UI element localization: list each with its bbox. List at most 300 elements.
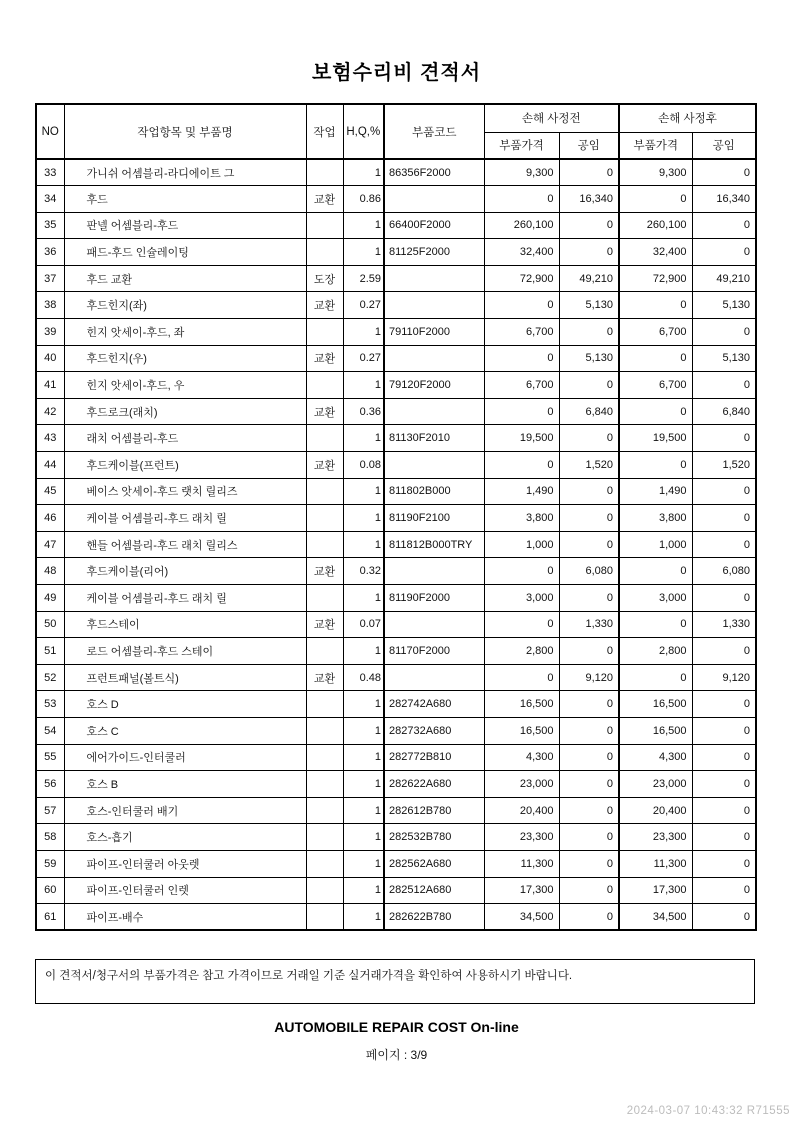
work-type-cell — [306, 319, 343, 346]
no-cell: 38 — [36, 292, 64, 319]
repair-estimate-table — [35, 103, 757, 931]
no-cell: 41 — [36, 372, 64, 399]
col-header-hq: H,Q,% — [343, 104, 384, 159]
item-name-cell: 힌지 앗세이-후드, 우 — [64, 372, 306, 399]
part-code-cell — [384, 664, 484, 691]
work-type-cell — [306, 425, 343, 452]
hq-percent-cell: 1 — [343, 797, 384, 824]
labor-before-cell: 0 — [559, 531, 619, 558]
work-type-cell — [306, 691, 343, 718]
hq-percent-cell: 1 — [343, 824, 384, 851]
part-code-cell: 81125F2000 — [384, 239, 484, 266]
part-code-cell — [384, 265, 484, 292]
table-row — [36, 505, 756, 532]
work-type-cell — [306, 505, 343, 532]
hq-percent-cell: 1 — [343, 850, 384, 877]
item-name-cell: 프런트패널(볼트식) — [64, 664, 306, 691]
work-type-cell — [306, 744, 343, 771]
no-cell: 34 — [36, 186, 64, 213]
table-row — [36, 850, 756, 877]
part-price-after-cell: 0 — [619, 558, 692, 585]
part-price-after-cell: 2,800 — [619, 638, 692, 665]
part-price-before-cell: 19,500 — [484, 425, 559, 452]
labor-after-cell: 0 — [692, 904, 756, 931]
part-price-before-cell: 260,100 — [484, 212, 559, 239]
part-code-cell: 282512A680 — [384, 877, 484, 904]
part-code-cell — [384, 611, 484, 638]
item-name-cell: 로드 어셈블리-후드 스테이 — [64, 638, 306, 665]
part-price-after-cell: 16,500 — [619, 691, 692, 718]
labor-before-cell: 0 — [559, 717, 619, 744]
item-name-cell: 호스-흡기 — [64, 824, 306, 851]
hq-percent-cell: 1 — [343, 691, 384, 718]
part-code-cell: 79120F2000 — [384, 372, 484, 399]
no-cell: 44 — [36, 452, 64, 479]
table-row — [36, 797, 756, 824]
part-price-after-cell: 72,900 — [619, 265, 692, 292]
part-price-before-cell: 16,500 — [484, 717, 559, 744]
labor-after-cell: 9,120 — [692, 664, 756, 691]
col-header-labor-before: 공임 — [559, 132, 619, 159]
hq-percent-cell: 1 — [343, 319, 384, 346]
no-cell: 58 — [36, 824, 64, 851]
table-row — [36, 372, 756, 399]
no-cell: 51 — [36, 638, 64, 665]
hq-percent-cell: 1 — [343, 585, 384, 612]
labor-before-cell: 16,340 — [559, 186, 619, 213]
estimate-table-body — [36, 159, 756, 930]
part-code-cell — [384, 452, 484, 479]
labor-before-cell: 49,210 — [559, 265, 619, 292]
item-name-cell: 후드힌지(우) — [64, 345, 306, 372]
part-price-after-cell: 0 — [619, 398, 692, 425]
part-price-after-cell: 0 — [619, 452, 692, 479]
part-price-after-cell: 3,000 — [619, 585, 692, 612]
part-price-before-cell: 1,490 — [484, 478, 559, 505]
labor-before-cell: 0 — [559, 585, 619, 612]
labor-after-cell: 0 — [692, 319, 756, 346]
labor-after-cell: 0 — [692, 212, 756, 239]
item-name-cell: 가니쉬 어셈블리-라디에이트 그 — [64, 159, 306, 186]
labor-before-cell: 0 — [559, 744, 619, 771]
part-code-cell: 81130F2010 — [384, 425, 484, 452]
labor-before-cell: 6,840 — [559, 398, 619, 425]
part-price-before-cell: 9,300 — [484, 159, 559, 186]
item-name-cell: 후드 — [64, 186, 306, 213]
item-name-cell: 후드로크(래치) — [64, 398, 306, 425]
labor-after-cell: 0 — [692, 239, 756, 266]
item-name-cell: 케이블 어셈블리-후드 래치 릴 — [64, 585, 306, 612]
table-row — [36, 452, 756, 479]
labor-after-cell: 0 — [692, 691, 756, 718]
item-name-cell: 패드-후드 인슐레이팅 — [64, 239, 306, 266]
labor-after-cell: 0 — [692, 797, 756, 824]
hq-percent-cell: 1 — [343, 212, 384, 239]
part-price-after-cell: 32,400 — [619, 239, 692, 266]
labor-before-cell: 0 — [559, 824, 619, 851]
col-header-item: 작업항목 및 부품명 — [64, 104, 306, 159]
labor-after-cell: 0 — [692, 425, 756, 452]
part-price-before-cell: 0 — [484, 611, 559, 638]
hq-percent-cell: 0.86 — [343, 186, 384, 213]
col-header-work: 작업 — [306, 104, 343, 159]
hq-percent-cell: 0.27 — [343, 345, 384, 372]
part-code-cell: 81170F2000 — [384, 638, 484, 665]
part-code-cell: 66400F2000 — [384, 212, 484, 239]
work-type-cell: 교환 — [306, 398, 343, 425]
work-type-cell — [306, 159, 343, 186]
table-row — [36, 186, 756, 213]
labor-after-cell: 1,520 — [692, 452, 756, 479]
part-price-before-cell: 72,900 — [484, 265, 559, 292]
work-type-cell — [306, 239, 343, 266]
labor-before-cell: 0 — [559, 904, 619, 931]
item-name-cell: 에어가이드-인터쿨러 — [64, 744, 306, 771]
part-price-before-cell: 0 — [484, 186, 559, 213]
table-row — [36, 159, 756, 186]
part-price-before-cell: 0 — [484, 452, 559, 479]
labor-after-cell: 49,210 — [692, 265, 756, 292]
col-header-part-price-after: 부품가격 — [619, 132, 692, 159]
work-type-cell — [306, 212, 343, 239]
part-price-before-cell: 1,000 — [484, 531, 559, 558]
hq-percent-cell: 1 — [343, 904, 384, 931]
page-indicator: 페이지 : 3/9 — [365, 1048, 428, 1062]
part-price-before-cell: 23,300 — [484, 824, 559, 851]
work-type-cell: 교환 — [306, 558, 343, 585]
labor-after-cell: 0 — [692, 850, 756, 877]
hq-percent-cell: 1 — [343, 505, 384, 532]
part-price-after-cell: 11,300 — [619, 850, 692, 877]
part-price-before-cell: 17,300 — [484, 877, 559, 904]
work-type-cell — [306, 717, 343, 744]
no-cell: 53 — [36, 691, 64, 718]
part-code-cell — [384, 558, 484, 585]
no-cell: 57 — [36, 797, 64, 824]
print-timestamp: 2024-03-07 10:43:32 R71555 — [626, 1105, 790, 1117]
part-code-cell: 811802B000 — [384, 478, 484, 505]
no-cell: 60 — [36, 877, 64, 904]
hq-percent-cell: 1 — [343, 425, 384, 452]
labor-after-cell: 0 — [692, 585, 756, 612]
work-type-cell: 교환 — [306, 611, 343, 638]
labor-before-cell: 9,120 — [559, 664, 619, 691]
part-code-cell: 282622A680 — [384, 771, 484, 798]
col-group-after-assessment: 손해 사정후 — [619, 104, 756, 132]
table-row — [36, 345, 756, 372]
table-row — [36, 319, 756, 346]
work-type-cell — [306, 478, 343, 505]
part-price-after-cell: 3,800 — [619, 505, 692, 532]
table-row — [36, 744, 756, 771]
item-name-cell: 후드힌지(좌) — [64, 292, 306, 319]
part-price-before-cell: 3,000 — [484, 585, 559, 612]
table-row — [36, 212, 756, 239]
part-price-after-cell: 6,700 — [619, 372, 692, 399]
part-price-before-cell: 0 — [484, 558, 559, 585]
part-price-before-cell: 0 — [484, 345, 559, 372]
hq-percent-cell: 1 — [343, 372, 384, 399]
labor-before-cell: 0 — [559, 771, 619, 798]
labor-after-cell: 6,840 — [692, 398, 756, 425]
table-row — [36, 771, 756, 798]
hq-percent-cell: 1 — [343, 744, 384, 771]
item-name-cell: 핸들 어셈블리-후드 래치 릴리스 — [64, 531, 306, 558]
item-name-cell: 후드케이블(리어) — [64, 558, 306, 585]
labor-after-cell: 16,340 — [692, 186, 756, 213]
part-price-before-cell: 16,500 — [484, 691, 559, 718]
part-price-before-cell: 6,700 — [484, 372, 559, 399]
part-price-after-cell: 16,500 — [619, 717, 692, 744]
work-type-cell — [306, 877, 343, 904]
table-row — [36, 398, 756, 425]
hq-percent-cell: 1 — [343, 638, 384, 665]
labor-before-cell: 0 — [559, 797, 619, 824]
table-row — [36, 425, 756, 452]
col-header-part-price-before: 부품가격 — [484, 132, 559, 159]
hq-percent-cell: 0.48 — [343, 664, 384, 691]
labor-before-cell: 0 — [559, 319, 619, 346]
table-header — [36, 104, 756, 159]
no-cell: 49 — [36, 585, 64, 612]
part-price-after-cell: 1,000 — [619, 531, 692, 558]
no-cell: 54 — [36, 717, 64, 744]
no-cell: 55 — [36, 744, 64, 771]
part-code-cell: 282742A680 — [384, 691, 484, 718]
item-name-cell: 호스 D — [64, 691, 306, 718]
part-price-after-cell: 9,300 — [619, 159, 692, 186]
no-cell: 40 — [36, 345, 64, 372]
footer-brand: AUTOMOBILE REPAIR COST On-line — [274, 1019, 519, 1035]
labor-before-cell: 0 — [559, 505, 619, 532]
part-code-cell: 282532B780 — [384, 824, 484, 851]
work-type-cell — [306, 531, 343, 558]
hq-percent-cell: 0.07 — [343, 611, 384, 638]
hq-percent-cell: 2.59 — [343, 265, 384, 292]
item-name-cell: 판넬 어셈블리-후드 — [64, 212, 306, 239]
hq-percent-cell: 0.08 — [343, 452, 384, 479]
no-cell: 47 — [36, 531, 64, 558]
work-type-cell: 교환 — [306, 345, 343, 372]
part-price-before-cell: 4,300 — [484, 744, 559, 771]
col-header-part-code: 부품코드 — [384, 104, 484, 159]
part-price-after-cell: 19,500 — [619, 425, 692, 452]
labor-after-cell: 0 — [692, 771, 756, 798]
hq-percent-cell: 0.27 — [343, 292, 384, 319]
labor-after-cell: 0 — [692, 478, 756, 505]
table-row — [36, 478, 756, 505]
no-cell: 46 — [36, 505, 64, 532]
part-price-before-cell: 0 — [484, 398, 559, 425]
col-group-before-assessment: 손해 사정전 — [484, 104, 619, 132]
work-type-cell — [306, 824, 343, 851]
part-price-after-cell: 0 — [619, 292, 692, 319]
item-name-cell: 파이프-배수 — [64, 904, 306, 931]
work-type-cell — [306, 372, 343, 399]
hq-percent-cell: 1 — [343, 239, 384, 266]
table-row — [36, 664, 756, 691]
part-code-cell: 81190F2100 — [384, 505, 484, 532]
part-code-cell: 81190F2000 — [384, 585, 484, 612]
part-price-before-cell: 2,800 — [484, 638, 559, 665]
no-cell: 56 — [36, 771, 64, 798]
table-row — [36, 877, 756, 904]
part-code-cell: 282622B780 — [384, 904, 484, 931]
work-type-cell — [306, 638, 343, 665]
no-cell: 45 — [36, 478, 64, 505]
part-price-after-cell: 0 — [619, 186, 692, 213]
part-price-before-cell: 32,400 — [484, 239, 559, 266]
no-cell: 39 — [36, 319, 64, 346]
labor-before-cell: 1,330 — [559, 611, 619, 638]
table-row — [36, 904, 756, 931]
item-name-cell: 래치 어셈블리-후드 — [64, 425, 306, 452]
page-title: 보험수리비 견적서 — [311, 62, 482, 84]
part-code-cell: 86356F2000 — [384, 159, 484, 186]
labor-before-cell: 0 — [559, 425, 619, 452]
item-name-cell: 후드케이블(프런트) — [64, 452, 306, 479]
notice-text: 이 견적서/청구서의 부품가격은 참고 가격이므로 거래일 기준 실거래가격을 확인하여 사용하시기 바랍니다. — [45, 970, 573, 982]
no-cell: 43 — [36, 425, 64, 452]
hq-percent-cell: 1 — [343, 717, 384, 744]
col-header-no: NO — [36, 104, 64, 159]
work-type-cell: 도장 — [306, 265, 343, 292]
labor-before-cell: 0 — [559, 691, 619, 718]
part-code-cell: 282562A680 — [384, 850, 484, 877]
part-code-cell: 282732A680 — [384, 717, 484, 744]
labor-after-cell: 0 — [692, 372, 756, 399]
notice-box — [35, 959, 755, 1004]
part-price-before-cell: 34,500 — [484, 904, 559, 931]
item-name-cell: 파이프-인터쿨러 인렛 — [64, 877, 306, 904]
part-price-before-cell: 3,800 — [484, 505, 559, 532]
labor-after-cell: 5,130 — [692, 345, 756, 372]
part-code-cell: 282612B780 — [384, 797, 484, 824]
part-price-before-cell: 0 — [484, 292, 559, 319]
table-row — [36, 265, 756, 292]
part-price-before-cell: 0 — [484, 664, 559, 691]
item-name-cell: 후드스테이 — [64, 611, 306, 638]
item-name-cell: 호스 B — [64, 771, 306, 798]
labor-before-cell: 1,520 — [559, 452, 619, 479]
part-price-after-cell: 0 — [619, 611, 692, 638]
labor-before-cell: 0 — [559, 478, 619, 505]
table-row — [36, 292, 756, 319]
part-price-after-cell: 1,490 — [619, 478, 692, 505]
table-row — [36, 638, 756, 665]
work-type-cell — [306, 797, 343, 824]
work-type-cell: 교환 — [306, 664, 343, 691]
no-cell: 33 — [36, 159, 64, 186]
table-row — [36, 691, 756, 718]
table-row — [36, 611, 756, 638]
part-code-cell — [384, 292, 484, 319]
work-type-cell — [306, 850, 343, 877]
labor-after-cell: 0 — [692, 824, 756, 851]
labor-before-cell: 5,130 — [559, 345, 619, 372]
part-price-after-cell: 4,300 — [619, 744, 692, 771]
work-type-cell — [306, 585, 343, 612]
part-price-after-cell: 23,000 — [619, 771, 692, 798]
part-price-after-cell: 23,300 — [619, 824, 692, 851]
item-name-cell: 케이블 어셈블리-후드 래치 릴 — [64, 505, 306, 532]
no-cell: 50 — [36, 611, 64, 638]
labor-after-cell: 0 — [692, 505, 756, 532]
labor-after-cell: 0 — [692, 531, 756, 558]
labor-after-cell: 6,080 — [692, 558, 756, 585]
labor-after-cell: 0 — [692, 877, 756, 904]
hq-percent-cell: 1 — [343, 159, 384, 186]
labor-before-cell: 0 — [559, 850, 619, 877]
part-price-before-cell: 20,400 — [484, 797, 559, 824]
work-type-cell: 교환 — [306, 452, 343, 479]
table-row — [36, 824, 756, 851]
part-code-cell — [384, 345, 484, 372]
hq-percent-cell: 0.36 — [343, 398, 384, 425]
table-row — [36, 558, 756, 585]
part-price-after-cell: 0 — [619, 345, 692, 372]
no-cell: 59 — [36, 850, 64, 877]
item-name-cell: 힌지 앗세이-후드, 좌 — [64, 319, 306, 346]
item-name-cell: 파이프-인터쿨러 아웃렛 — [64, 850, 306, 877]
part-code-cell — [384, 186, 484, 213]
no-cell: 37 — [36, 265, 64, 292]
work-type-cell — [306, 904, 343, 931]
no-cell: 42 — [36, 398, 64, 425]
hq-percent-cell: 1 — [343, 771, 384, 798]
labor-after-cell: 1,330 — [692, 611, 756, 638]
hq-percent-cell: 1 — [343, 478, 384, 505]
labor-before-cell: 6,080 — [559, 558, 619, 585]
hq-percent-cell: 1 — [343, 877, 384, 904]
item-name-cell: 호스 C — [64, 717, 306, 744]
table-row — [36, 531, 756, 558]
table-row — [36, 717, 756, 744]
hq-percent-cell: 1 — [343, 531, 384, 558]
labor-after-cell: 0 — [692, 717, 756, 744]
part-code-cell: 811812B000TRY — [384, 531, 484, 558]
part-price-after-cell: 34,500 — [619, 904, 692, 931]
table-row — [36, 585, 756, 612]
part-price-after-cell: 260,100 — [619, 212, 692, 239]
labor-before-cell: 5,130 — [559, 292, 619, 319]
part-code-cell: 282772B810 — [384, 744, 484, 771]
work-type-cell: 교환 — [306, 186, 343, 213]
labor-before-cell: 0 — [559, 638, 619, 665]
col-header-labor-after: 공임 — [692, 132, 756, 159]
labor-before-cell: 0 — [559, 372, 619, 399]
part-price-before-cell: 23,000 — [484, 771, 559, 798]
item-name-cell: 호스-인터쿨러 배기 — [64, 797, 306, 824]
labor-before-cell: 0 — [559, 877, 619, 904]
part-price-after-cell: 0 — [619, 664, 692, 691]
no-cell: 36 — [36, 239, 64, 266]
labor-after-cell: 0 — [692, 744, 756, 771]
part-price-after-cell: 20,400 — [619, 797, 692, 824]
part-price-before-cell: 6,700 — [484, 319, 559, 346]
part-code-cell — [384, 398, 484, 425]
part-code-cell: 79110F2000 — [384, 319, 484, 346]
no-cell: 48 — [36, 558, 64, 585]
part-price-before-cell: 11,300 — [484, 850, 559, 877]
work-type-cell: 교환 — [306, 292, 343, 319]
labor-before-cell: 0 — [559, 212, 619, 239]
hq-percent-cell: 0.32 — [343, 558, 384, 585]
labor-before-cell: 0 — [559, 159, 619, 186]
no-cell: 35 — [36, 212, 64, 239]
labor-after-cell: 5,130 — [692, 292, 756, 319]
part-price-after-cell: 17,300 — [619, 877, 692, 904]
